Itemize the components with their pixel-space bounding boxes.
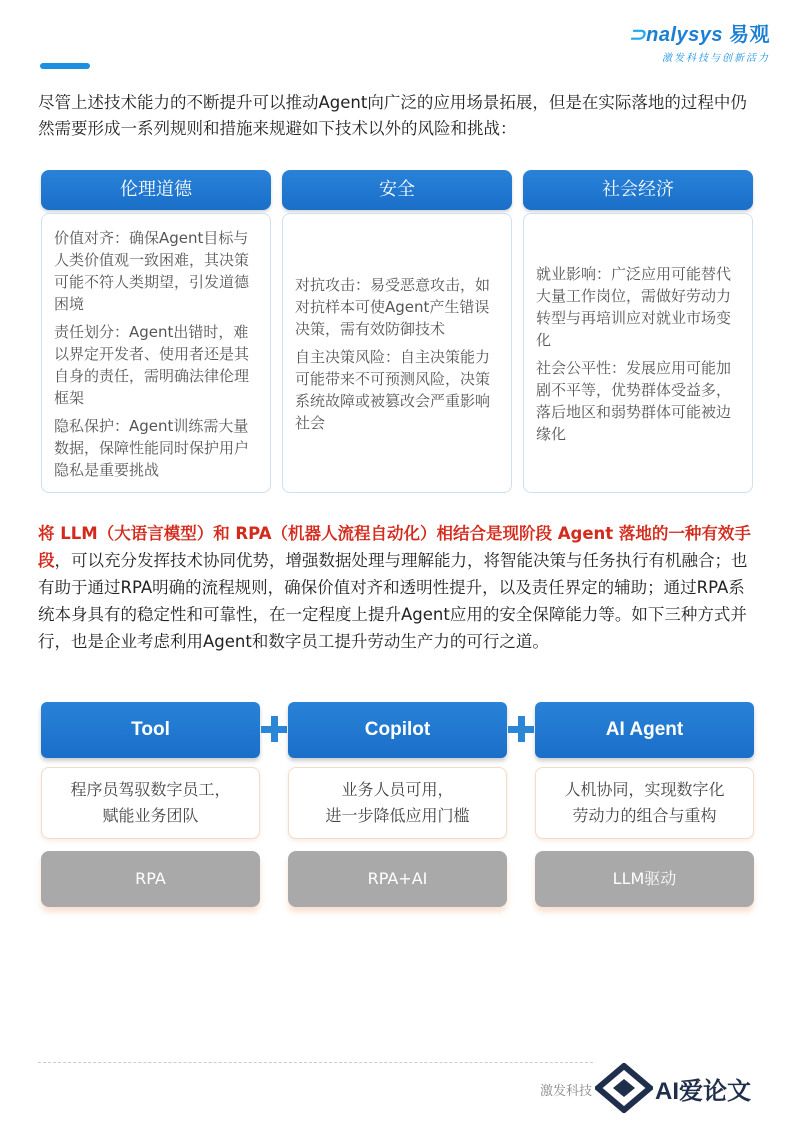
risk-card-ethics [41, 170, 271, 493]
risk-card-body [41, 213, 271, 493]
paragraph-text: ，可以充分发挥技术协同优势，增强数据处理与理解能力，将智能决策与任务执行有机融合；也有助于通过RPA明确的流程规则，确保价值对齐和透明性提升，以及责任界定的辅助；通过RPA系统本身具有的稳定性和可靠性，在一定程度上提升Agent应用的安全保障能力等。如下三种方式并行，也是企业考虑利用Agent和数字员工提升劳动生产力的可行之道。 [38, 551, 748, 651]
risk-item: 隐私保护：Agent训练需大量数据，保障性能同时保护用户隐私是重要挑战 [54, 417, 250, 479]
risk-item: 对抗攻击：易受恶意攻击，如对抗样本可使Agent产生错误决策，需有效防御技术 [295, 276, 491, 338]
risk-card-body [523, 213, 753, 493]
risk-card-title: 伦理道德 [41, 170, 271, 210]
risk-item: 就业影响：广泛应用可能替代大量工作岗位，需做好劳动力转型与再培训应对就业市场变化 [536, 265, 732, 349]
mode-ai-agent [535, 702, 754, 907]
mode-desc-line: 程序员驾驭数字员工， [70, 780, 231, 799]
mode-desc-line: 赋能业务团队 [102, 806, 199, 825]
mode-title: Tool [41, 702, 260, 758]
watermark-text: AI爱论文 [655, 1077, 751, 1105]
logo-tagline: 激发科技与创新活力 [662, 53, 770, 64]
mode-tech-pill: RPA+AI [288, 851, 507, 907]
analysys-logo [610, 18, 770, 68]
highlight-text: 将 LLM（大语言模型）和 RPA（机器人流程自动化）相结合是现阶段 Agent 落地的一种有效手段 [38, 524, 751, 570]
watermark [595, 1060, 785, 1116]
mode-desc-line: 业务人员可用， [341, 780, 454, 799]
risk-card-title: 安全 [282, 170, 512, 210]
risk-item: 自主决策风险：自主决策能力可能带来不可预测风险，决策系统故障或被篡改会严重影响社会 [295, 348, 491, 432]
plus-icon [508, 716, 534, 742]
footer-divider [38, 1062, 598, 1063]
mode-description [535, 767, 754, 839]
risk-item: 价值对齐：确保Agent目标与人类价值观一致困难，其决策可能不符人类期望，引发道德困境 [54, 229, 250, 313]
mode-tech-pill: RPA [41, 851, 260, 907]
mode-tech-pill: LLM驱动 [535, 851, 754, 907]
risk-item: 社会公平性：发展应用可能加剧不平等，优势群体受益多，落后地区和弱势群体可能被边缘化 [536, 359, 732, 443]
accent-bar [40, 63, 90, 69]
risk-card-security [282, 170, 512, 493]
mode-description [288, 767, 507, 839]
plus-icon [261, 716, 287, 742]
intro-paragraph: 尽管上述技术能力的不断提升可以推动Agent向广泛的应用场景拓展，但是在实际落地的过程中仍然需要形成一系列规则和措施来规避如下技术以外的风险和挑战： [38, 93, 747, 138]
mode-copilot [288, 702, 507, 907]
logo-main-text: nalysys [646, 24, 723, 46]
mode-description [41, 767, 260, 839]
logo-cn-text: 易观 [729, 24, 770, 46]
watermark-logo-icon [595, 1063, 653, 1113]
mode-desc-line: 劳动力的组合与重构 [572, 806, 717, 825]
mode-tool [41, 702, 260, 907]
logo-swoosh-icon: ⊃ [628, 24, 647, 46]
risk-card-title: 社会经济 [523, 170, 753, 210]
mode-desc-line: 进一步降低应用门槛 [325, 806, 470, 825]
risk-item: 责任划分：Agent出错时，难以界定开发者、使用者还是其自身的责任，需明确法律伦理框架 [54, 323, 250, 407]
mode-title: Copilot [288, 702, 507, 758]
risk-card-socioeconomic [523, 170, 753, 493]
body-paragraph [38, 520, 758, 655]
mode-desc-line: 人机协同，实现数字化 [564, 780, 725, 799]
footer-text: 激发科技 [540, 1084, 593, 1099]
mode-title: AI Agent [535, 702, 754, 758]
risk-card-body [282, 213, 512, 493]
